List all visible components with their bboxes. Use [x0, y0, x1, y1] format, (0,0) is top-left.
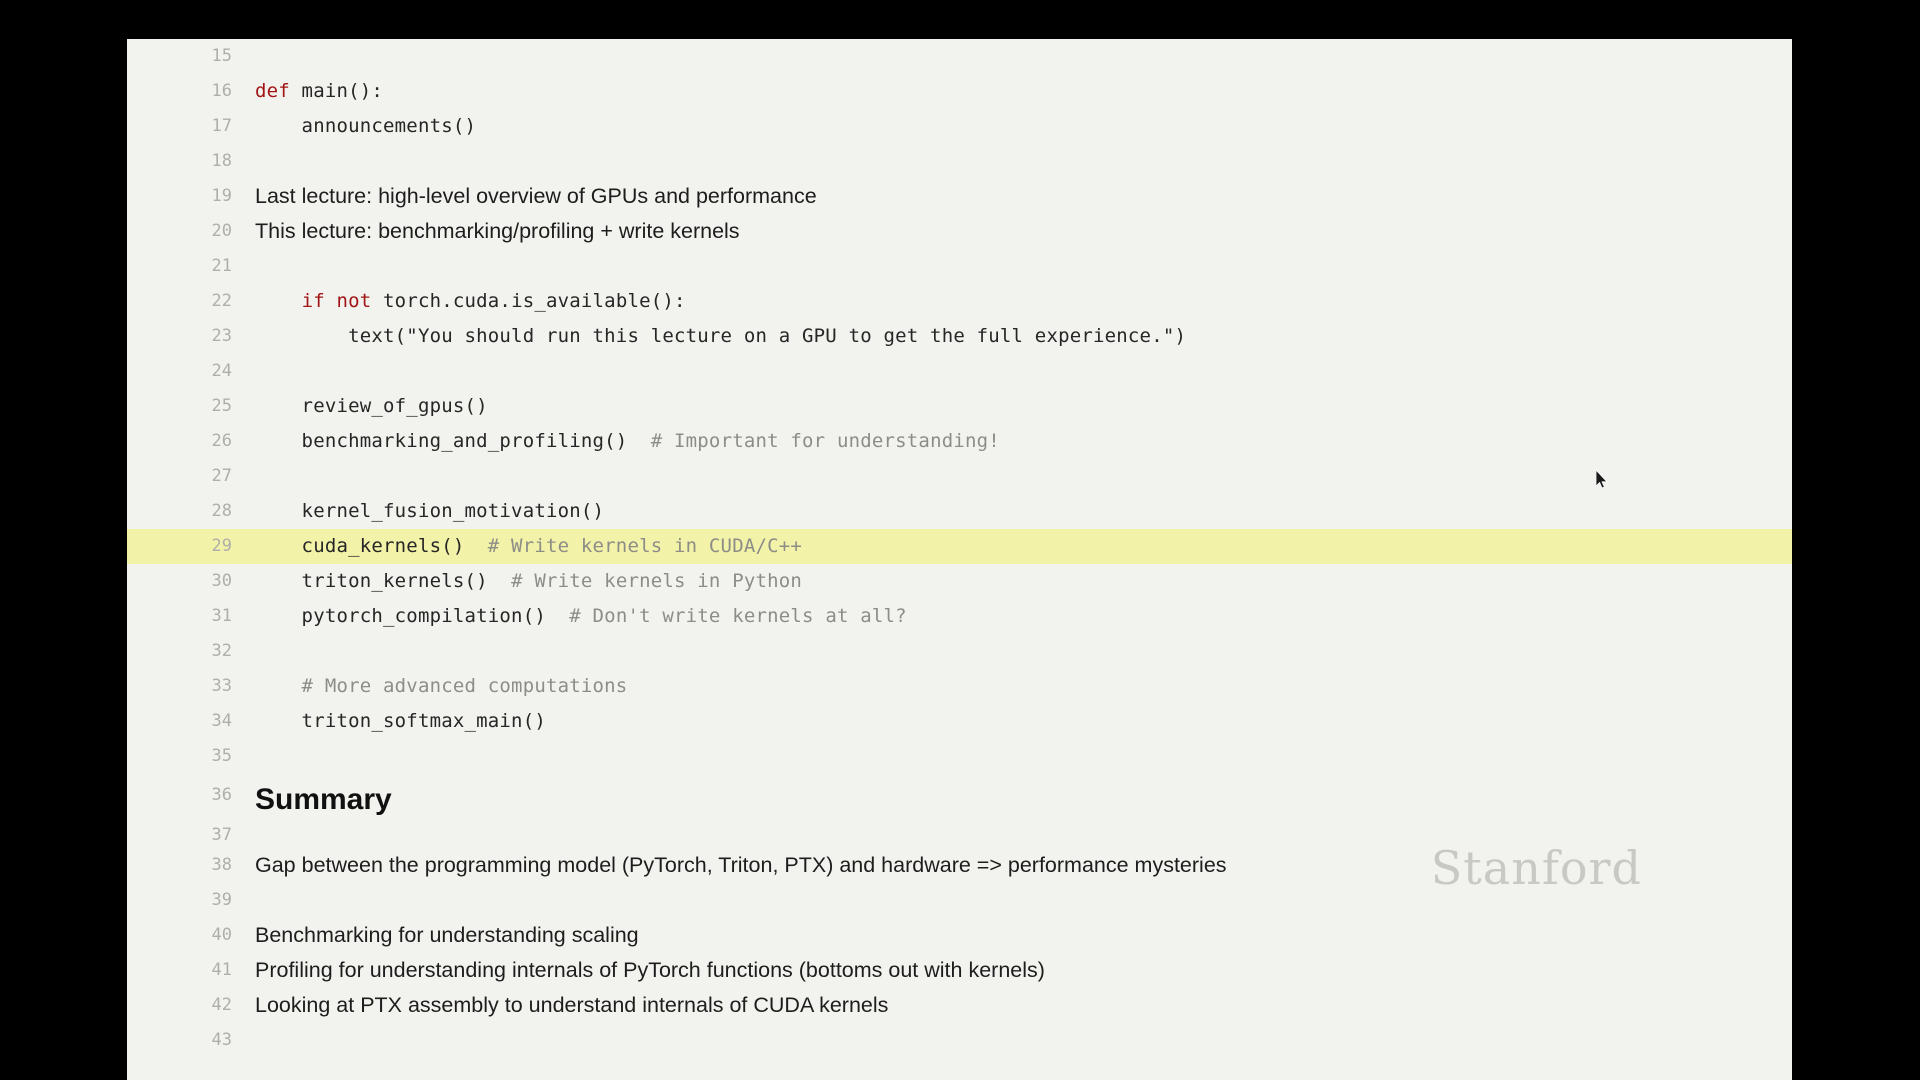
line-content: Benchmarking for understanding scaling [255, 923, 639, 947]
code-line[interactable] [127, 74, 1792, 109]
code-line[interactable] [127, 739, 1792, 774]
line-number: 16 [211, 81, 232, 101]
line-content: pytorch_compilation() # Don't write kernels at all? [255, 605, 907, 627]
line-content: Gap between the programming model (PyTorch, Triton, PTX) and hardware => performance mysteries [255, 853, 1227, 877]
line-content: triton_kernels() # Write kernels in Python [255, 570, 803, 592]
line-number: 28 [211, 501, 232, 521]
line-number: 34 [211, 711, 232, 731]
code-line[interactable] [127, 179, 1792, 214]
line-content: triton_softmax_main() [255, 710, 546, 732]
line-content: text("You should run this lecture on a GPU to get the full experience.") [255, 325, 1187, 347]
line-number: 17 [211, 116, 232, 136]
line-number: 36 [211, 785, 232, 805]
line-number: 19 [211, 186, 232, 206]
line-number: 21 [211, 256, 232, 276]
line-content: This lecture: benchmarking/profiling + write kernels [255, 219, 740, 243]
code-line[interactable] [127, 354, 1792, 389]
line-number: 30 [211, 571, 232, 591]
line-number: 41 [211, 960, 232, 980]
code-line[interactable] [127, 634, 1792, 669]
code-line[interactable] [127, 39, 1792, 74]
line-number: 26 [211, 431, 232, 451]
code-line[interactable] [127, 424, 1792, 459]
line-number: 22 [211, 291, 232, 311]
line-number: 40 [211, 925, 232, 945]
code-line[interactable] [127, 564, 1792, 599]
code-line[interactable] [127, 599, 1792, 634]
code-line[interactable] [127, 144, 1792, 179]
line-number: 31 [211, 606, 232, 626]
code-line[interactable] [127, 1023, 1792, 1058]
line-number: 24 [211, 361, 232, 381]
code-line[interactable] [127, 284, 1792, 319]
code-line-highlighted[interactable] [127, 529, 1792, 564]
code-line[interactable] [127, 669, 1792, 704]
line-number: 15 [211, 46, 232, 66]
line-content: Looking at PTX assembly to understand internals of CUDA kernels [255, 993, 889, 1017]
line-number: 20 [211, 221, 232, 241]
lecture-page [127, 39, 1792, 1080]
line-number: 27 [211, 466, 232, 486]
code-line[interactable] [127, 918, 1792, 953]
code-line[interactable] [127, 953, 1792, 988]
code-listing[interactable] [127, 39, 1792, 1080]
line-content: Profiling for understanding internals of PyTorch functions (bottoms out with kernels) [255, 958, 1045, 982]
line-content: kernel_fusion_motivation() [255, 500, 605, 522]
line-number: 37 [211, 825, 232, 845]
line-number: 33 [211, 676, 232, 696]
code-line[interactable] [127, 459, 1792, 494]
code-line[interactable] [127, 774, 1792, 822]
code-line[interactable] [127, 389, 1792, 424]
line-content: # More advanced computations [255, 675, 628, 697]
line-number: 32 [211, 641, 232, 661]
code-line[interactable] [127, 988, 1792, 1023]
line-number: 29 [211, 536, 232, 556]
line-number: 35 [211, 746, 232, 766]
line-number: 39 [211, 890, 232, 910]
code-line[interactable] [127, 214, 1792, 249]
line-number: 18 [211, 151, 232, 171]
line-content: benchmarking_and_profiling() # Important for understanding! [255, 430, 1000, 452]
code-line[interactable] [127, 109, 1792, 144]
code-line[interactable] [127, 319, 1792, 354]
stanford-watermark: Stanford [1430, 841, 1642, 895]
line-number: 38 [211, 855, 232, 875]
line-content: cuda_kernels() # Write kernels in CUDA/C++ [255, 535, 803, 557]
code-line[interactable] [127, 494, 1792, 529]
line-content: def main(): [255, 80, 384, 102]
line-number: 42 [211, 995, 232, 1015]
line-content: if not torch.cuda.is_available(): [301, 290, 686, 312]
code-line[interactable] [127, 249, 1792, 284]
code-line[interactable] [127, 704, 1792, 739]
line-number: 25 [211, 396, 232, 416]
summary-heading: Summary [255, 783, 392, 816]
line-number: 23 [211, 326, 232, 346]
line-number: 43 [211, 1030, 232, 1050]
line-content: announcements() [255, 115, 477, 137]
line-content: Last lecture: high-level overview of GPUs and performance [255, 184, 817, 208]
line-content: review_of_gpus() [255, 395, 488, 417]
